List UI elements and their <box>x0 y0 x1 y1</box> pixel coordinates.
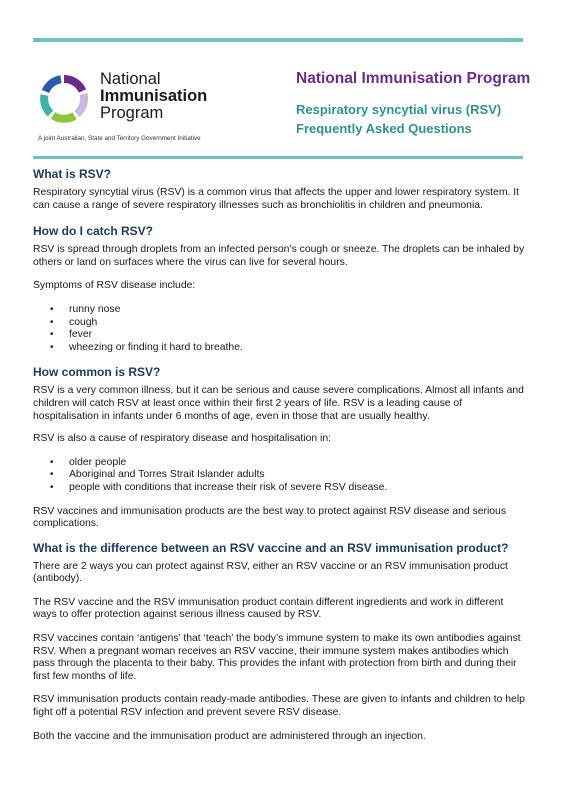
logo-line-3: Program <box>100 104 164 122</box>
paragraph: RSV immunisation products contain ready-made antibodies. These are given to infants and children to help fight off a potential RSV infection and prevent severe RSV disease. <box>33 694 525 719</box>
logo-line-1: National <box>100 70 161 88</box>
paragraph: The RSV vaccine and the RSV immunisation product contain different ingredients and work in different ways to offer protection against serious illness caused by RSV. <box>33 596 504 621</box>
list-item: • people with conditions that increase their risk of severe RSV disease. <box>33 482 529 495</box>
page-subtitle-2: Frequently Asked Questions <box>296 121 472 136</box>
paragraph: Both the vaccine and the immunisation product are administered through an injection. <box>33 730 426 742</box>
list-item: • runny nose <box>33 304 529 317</box>
heading-what-is-rsv: What is RSV? <box>33 167 112 181</box>
logo-wordmark <box>100 71 207 122</box>
header-divider <box>33 156 523 159</box>
logo-tagline: A joint Australian, State and Territory Government Initiative <box>38 135 201 142</box>
nip-logo <box>38 68 220 148</box>
logo-ring-icon <box>38 73 90 125</box>
list-item: • wheezing or finding it hard to breathe. <box>33 342 529 355</box>
list-item: • fever <box>33 329 529 342</box>
paragraph: Respiratory syncytial virus (RSV) is a common virus that affects the upper and lower respiratory system. It can cause a range of severe respiratory illnesses such as bronchiolitis in children and pneumonia. <box>33 187 520 211</box>
paragraph: RSV is also a cause of respiratory disease and hospitalisation in: <box>33 433 332 445</box>
paragraph: RSV is spread through droplets from an infected person’s cough or sneeze. The droplets can be inhaled by others or land on surfaces where the virus can live for several hours. <box>33 244 525 268</box>
page-title: National Immunisation Program <box>296 70 531 87</box>
heading-how-common: How common is RSV? <box>33 365 161 380</box>
symptom-list <box>33 304 529 354</box>
paragraph: RSV is a very common illness, but it can be serious and cause severe complications. Almost all infants and children will catch RSV at least once within their first 2 years of life. RSV is a leading cause of hospitalisation in infants under 6 months of age, even in those that are usually healthy. <box>33 385 524 422</box>
logo-line-2: Immunisation <box>100 87 208 105</box>
paragraph: RSV vaccines and immunisation products are the best way to protect against RSV disease and serious complications. <box>33 505 507 530</box>
paragraph: RSV vaccines contain ‘antigens’ that ‘teach’ the body’s immune system to make its own antibodies against RSV. When a pregnant woman receives an RSV vaccine, their immune system makes antibodies which pass through the placenta to their baby. This provides the infant with protection from birth and during their first few months of life. <box>33 633 521 682</box>
list-item: • older people <box>33 457 529 470</box>
list-item: • cough <box>33 317 529 330</box>
paragraph: Symptoms of RSV disease include: <box>33 280 196 292</box>
list-item: • Aboriginal and Torres Strait Islander adults <box>33 469 529 482</box>
heading-difference: What is the difference between an RSV vaccine and an RSV immunisation product? <box>33 540 509 555</box>
faq-content <box>33 162 529 743</box>
page-subtitle: Respiratory syncytial virus (RSV) <box>296 102 502 117</box>
heading-how-catch: How do I catch RSV? <box>33 224 154 239</box>
paragraph: There are 2 ways you can protect against RSV, either an RSV vaccine or an RSV immunisation product (antibody). <box>33 560 508 585</box>
risk-group-list <box>33 457 529 495</box>
top-divider <box>33 38 523 42</box>
